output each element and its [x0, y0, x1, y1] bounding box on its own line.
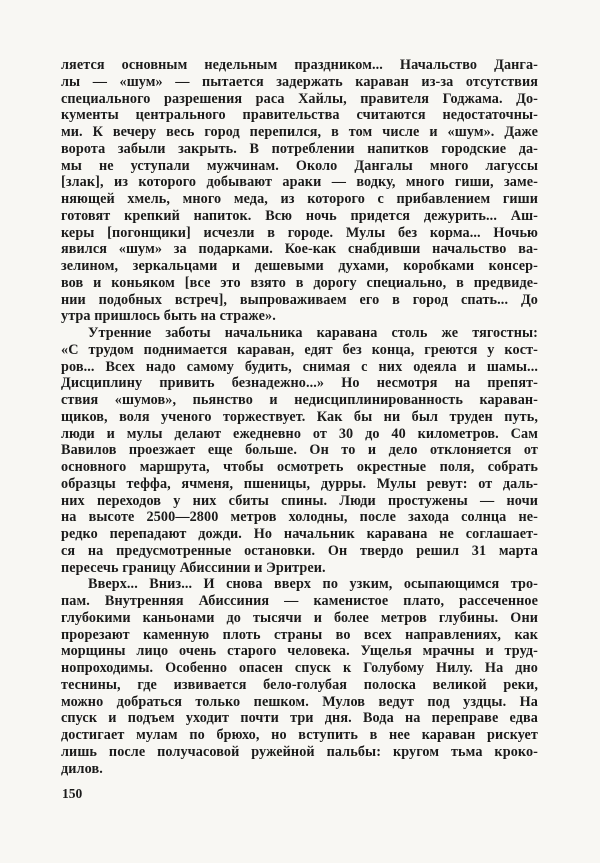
- text-line: нопроходимы. Особенно опасен спуск к Голубому Нилу. На дно: [61, 660, 538, 676]
- text-line: кументы центрального правительства считаются недостаточны-: [61, 107, 538, 124]
- text-line: ми. К вечеру весь город перепился, в том числе и «шум». Даже: [61, 124, 538, 140]
- page-number: 150: [62, 786, 83, 801]
- text-line: лы — «шум» — пытается задержать караван из-за отсутствия: [61, 73, 538, 90]
- text-line: готовят крепкий напиток. Всю ночь придется дежурить... Аш-: [61, 207, 538, 224]
- text-line: няющей хмель, много меда, из которого с прибавлением гиши: [61, 191, 538, 207]
- text-line: них переходов у них сбиты спины. Люди простужены — ночи: [61, 492, 538, 509]
- text-paragraph: [61, 57, 538, 325]
- text-line: керы [погонщики] исчезли в городе. Мулы без корма... Ночью: [61, 224, 538, 241]
- text-line: щиков, воля ученого торжествует. Как бы ни был труден путь,: [61, 408, 538, 425]
- text-line: пам. Внутренняя Абиссиния — каменистое плато, рассеченное: [61, 593, 538, 609]
- text-line: ворота забыли закрыть. В потреблении напитков городские да-: [61, 140, 538, 157]
- text-line: ров... Всех надо самому будить, снимая с них одеяла и шамы...: [61, 358, 538, 375]
- text-paragraph: [61, 325, 538, 576]
- text-line: прорезают каменную плоть страны во всех направлениях, как: [61, 626, 538, 643]
- text-line: ляется основным недельным праздником... Начальство Данга-: [61, 57, 538, 73]
- text-line: Вавилов проезжает еще больше. Он то и дело отклоняется от: [61, 442, 538, 459]
- text-line: [злак], из которого добывают араки — водку, много гиши, заме-: [61, 174, 538, 191]
- text-line: Дисциплину привить безнадежно...» Но несмотря на препят-: [61, 375, 538, 392]
- page-text: [61, 57, 538, 777]
- text-line: лишь после получасовой ружейной пальбы: кругом тьма кроко-: [61, 743, 538, 760]
- text-line: пересечь границу Абиссинии и Эритреи.: [61, 559, 326, 576]
- text-line: Утренние заботы начальника каравана столь же тягостны:: [88, 325, 538, 341]
- text-line: Вверх... Вниз... И снова вверх по узким, осыпающимся тро-: [88, 576, 538, 593]
- text-line: явился «шум» за подарками. Кое-как снабдивши начальство ва-: [61, 241, 538, 258]
- text-line: мы не уступали мужчинам. Около Дангалы много лагуссы: [61, 157, 538, 174]
- text-line: образцы теффа, ячменя, пшеницы, дурры. Мулы ревут: от даль-: [61, 475, 538, 492]
- text-line: морщины лицо очень старого человека. Ущелья мрачны и труд-: [61, 643, 538, 660]
- text-line: на высоте 2500—2800 метров холодны, после захода солнца не-: [61, 509, 538, 526]
- text-line: специального разрешения раса Хайлы, правителя Годжама. До-: [61, 90, 538, 107]
- text-line: зелином, зеркальцами и дешевыми духами, коробками консер-: [61, 258, 538, 274]
- text-line: дилов.: [61, 760, 103, 777]
- text-line: достигает мулам по брюхо, но вступить в нее караван рискует: [61, 727, 538, 743]
- text-line: люди и мулы делают ежедневно от 30 до 40 километров. Сам: [61, 425, 538, 442]
- text-line: можно добраться только пешком. Мулов ведут под уздцы. На: [61, 693, 538, 710]
- text-line: «С трудом поднимается караван, едят без конца, греются у кост-: [61, 341, 538, 358]
- text-line: ся на предусмотренные остановки. Он твердо решил 31 марта: [61, 542, 538, 559]
- text-line: теснины, где извивается бело-голубая полоска великой реки,: [61, 676, 538, 693]
- text-line: глубокими каньонами до тысячи и более метров глубины. Они: [61, 609, 538, 626]
- text-line: вов и коньяком [все это взято в дорогу специально, в предвиде-: [61, 274, 538, 291]
- text-line: утра пришлось быть на страже».: [61, 308, 276, 325]
- text-paragraph: [61, 576, 538, 777]
- text-line: редко перепадают дожди. Но начальник каравана не соглашает-: [61, 526, 538, 542]
- text-line: спуск и подъем уходит почти три дня. Вода на переправе едва: [61, 710, 538, 727]
- text-line: ствия «шумов», пьянство и недисциплинированность караван-: [61, 392, 538, 408]
- text-line: нии подобных встреч], выпроваживаем его в город спать... До: [61, 291, 538, 308]
- text-line: основного маршрута, чтобы осмотреть окрестные поля, собрать: [61, 459, 538, 475]
